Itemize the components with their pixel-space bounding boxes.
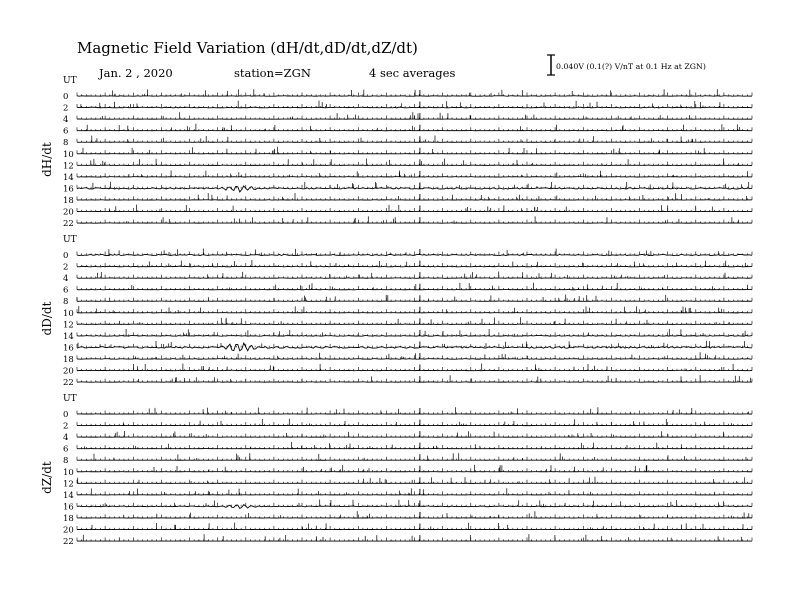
hour-label: 16 <box>63 184 74 195</box>
hour-label: 0 <box>63 410 69 420</box>
hour-label: 6 <box>63 285 69 296</box>
hour-label: 12 <box>63 161 74 172</box>
panel-2 <box>40 235 752 388</box>
hour-label: 6 <box>63 444 69 455</box>
hour-label: 4 <box>63 115 69 126</box>
hour-label: 0 <box>63 92 69 102</box>
ut-label: UT <box>63 394 77 404</box>
hour-label: 2 <box>63 421 69 432</box>
hour-label: 2 <box>63 262 69 273</box>
hour-label: 16 <box>63 343 74 354</box>
panel-3 <box>40 394 752 547</box>
hour-label: 20 <box>63 366 74 377</box>
hour-label: 4 <box>63 274 69 285</box>
hour-label: 14 <box>63 331 74 342</box>
date-label: Jan. 2 , 2020 <box>99 66 173 80</box>
hour-label: 20 <box>63 207 74 218</box>
hour-label: 2 <box>63 103 69 114</box>
panel-1 <box>40 76 752 229</box>
ut-label: UT <box>63 235 77 245</box>
hour-label: 12 <box>63 320 74 331</box>
hour-label: 10 <box>63 308 74 319</box>
hour-label: 4 <box>63 433 69 444</box>
hour-label: 6 <box>63 126 69 137</box>
hour-label: 22 <box>63 219 74 230</box>
scale-bar <box>547 55 555 75</box>
hour-label: 8 <box>63 456 69 467</box>
ut-label: UT <box>63 76 77 86</box>
hour-label: 8 <box>63 297 69 308</box>
hour-label: 10 <box>63 149 74 160</box>
scale-label: 0.040V (0.1(?) V/nT at 0.1 Hz at ZGN) <box>556 62 706 71</box>
hour-label: 8 <box>63 138 69 149</box>
averaging-label: 4 sec averages <box>369 66 456 80</box>
chart-title: Magnetic Field Variation (dH/dt,dD/dt,dZ/dt) <box>77 39 418 57</box>
station-label: station=ZGN <box>234 66 311 80</box>
hour-label: 14 <box>63 172 74 183</box>
hour-label: 18 <box>63 195 74 206</box>
hour-label: 18 <box>63 354 74 365</box>
panels-group <box>40 76 752 547</box>
hour-label: 0 <box>63 251 69 261</box>
hour-label: 22 <box>63 378 74 389</box>
hour-label: 10 <box>63 467 74 478</box>
panel-ylabel: dH/dt <box>40 142 54 177</box>
panel-ylabel: dD/dt <box>40 301 54 336</box>
panel-ylabel: dZ/dt <box>40 461 54 494</box>
